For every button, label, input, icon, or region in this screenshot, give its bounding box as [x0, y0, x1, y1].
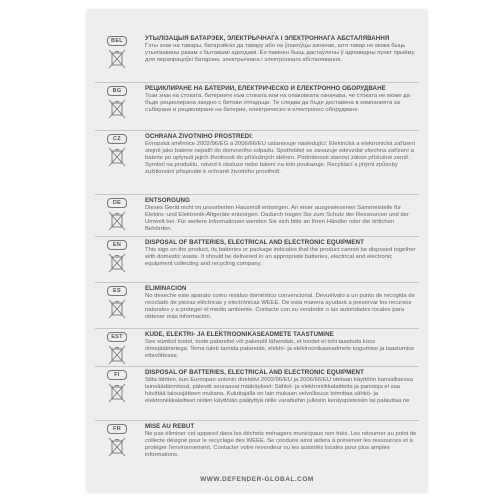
section-body: No deseche este aparato como residuo doméstico convencional. Devuélvalo a un punto de recogida de reciclado de piezas eléctricas y electrónicas WEEE. De esta manera ayudará a preservar los recursos naturales y a proteger el medio ambiente. Contacte con su vendedor o las autoridades locales para obtener más información.: [145, 293, 415, 321]
crossed-bin-icon: [108, 49, 126, 69]
crossed-bin-icon: [108, 383, 126, 403]
section-body: Dieses Gerät nicht im unsortierten Hausmüll entsorgen. An einer ausgewiesenen Sammelstelle für Elektro- und Elektronik-Altgeräte entsorgen. Dadurch tragen Sie zum Schutz der Ressourcen und der Umwelt bei. Für weitere Informationen wenden Sie sich bitte an Ihren Händler oder die örtlichen Behörden.: [145, 205, 409, 233]
crossed-bin-icon: [108, 437, 126, 457]
country-code-badge: FR: [107, 424, 127, 434]
section-title: DISPOSAL OF BATTERIES, ELECTRICAL AND ELECTRONIC EQUIPMENT: [145, 369, 364, 376]
website-footer: WWW.DEFENDER-GLOBAL.COM: [200, 476, 314, 483]
country-code-badge: CZ: [107, 134, 127, 144]
section-body: This sign on the product, its batteries or package indicates that the product cannot be disposed together with domestic waste. It should be delivered to an appropriate batteries, electrical and electronic equipment collecting and recycling company.: [145, 247, 416, 268]
section-title: УТЫЛІЗАЦЫЯ БАТАРЭЕК, ЭЛЕКТРЫЧНАГА І ЭЛЕКТРОННАГА АБСТАЛЯВАННЯ: [145, 35, 390, 42]
section-body: Ne pas éliminer cet appareil dans les déchets ménagers municipaux non triés. Les retourner au point de collecte désigné pour le recyclage des WEEE. Se conduire ainsi aidera à préserver les ressources et à protéger l'environnement. Contacter votre revendeur ou les autorités locales pour plus amples informations.: [145, 431, 417, 459]
section-body: Гэты знак на тавары, батарэйках да тавару або на ўпакоўцы азначае, што тавар не можа быць утылізаваны разам з бытавымі адходамі. Ён павінен быць дастаўлены ў адпаведны пункт прыёму для перапрацоўкі батарэек, электрычнага і электроннага абсталявання.: [145, 43, 415, 64]
section-body: Evropská směrnice 2002/96/EG a 2006/66/EU ustanovuje následující: Elektrická a elektronická zařízení stejně jako baterie nepatří do domovního odpadu. Spotřebitel se zavazuje odevzdat všechna zařízení a baterie po uplynutí jejich životnosti do příslušných sběren. Podrobnosti stanoví zákon příslušné země. Symbol na produktu, návod k obsluze nebo balení na toto poukazuje. Recyklací a jinými způsoby zužitkování přispíváte k ochraně životního prostředí.: [145, 141, 416, 176]
section-divider: [95, 236, 419, 237]
section-body: Sitta lähtien, kun Euroopan unionin direktiivi 2002/96/EU ja 2006/66/EU otetaan käyttöön kansallisessa lainsäädännössä, pätevät seuraavat määräykset: Sähkö- ja elektroniikkalaitteita ja paristoja ei saa hävittää talousjätteen mukana. Kuluttajalla on lain mukaan velvollisuus toimittaa sähkö- ja elektroniikkalaitteet niiden käyttöiän päätyttyä niille varattuihin julkisiin keräyspisteisiin tai palauttaa ne: [145, 377, 413, 405]
country-code-badge: ES: [107, 286, 127, 296]
section-divider: [95, 194, 419, 195]
section-divider: [95, 130, 419, 131]
section-title: MISE AU REBUT: [145, 423, 195, 430]
section-title: ELIMINACIÓN: [145, 285, 187, 292]
section-title: OCHRANA ŽIVOTNÍHO PROSTŘEDÍ:: [145, 133, 254, 140]
section-title: DISPOSAL OF BATTERIES, ELECTRICAL AND ELECTRONIC EQUIPMENT: [145, 239, 364, 246]
section-divider: [95, 282, 419, 283]
country-code-badge: BEL: [107, 36, 127, 46]
section-divider: [95, 82, 419, 83]
crossed-bin-icon: [108, 147, 126, 167]
crossed-bin-icon: [108, 211, 126, 231]
crossed-bin-icon: [108, 345, 126, 365]
crossed-bin-icon: [108, 253, 126, 273]
section-divider: [95, 366, 419, 367]
country-code-badge: BG: [107, 86, 127, 96]
crossed-bin-icon: [108, 299, 126, 319]
section-title: ENTSORGUNG: [145, 197, 190, 204]
country-code-badge: EN: [107, 240, 127, 250]
country-code-badge: FI: [107, 370, 127, 380]
crossed-bin-icon: [108, 99, 126, 119]
country-code-badge: DE: [107, 198, 127, 208]
section-divider: [95, 420, 419, 421]
recycling-leaflet: [87, 10, 427, 492]
section-body: See sümbol tootel, toote patareitel või pakendil tähendab, et toodet ei tohi taastuda koos olmejäätmetega. Tema tuleb tarnida patareide, elektri- ja elektroonikaseadmete kogumise ja taastumise ettevõttesse.: [145, 339, 415, 360]
section-body: Този знак на стоката, батериите към стоката или на опаковката означава, че стоката не може да бъде рециклирана заедно с битови отпадъци. Те следва да бъде доставена в компанията за събиране и рециклиране на батерии, електрическо и електронно оборудване.: [145, 93, 410, 114]
section-title: РЕЦИКЛИРАНЕ НА БАТЕРИИ, ЕЛЕКТРИЧЕСКО И ЕЛЕКТРОННО ОБОРУДВАНЕ: [145, 85, 386, 92]
country-code-badge: EST: [107, 332, 127, 342]
section-divider: [95, 328, 419, 329]
section-title: KUDE, ELEKTRI- JA ELEKTROONIKASEADMETE TAASTUMINE: [145, 331, 334, 338]
